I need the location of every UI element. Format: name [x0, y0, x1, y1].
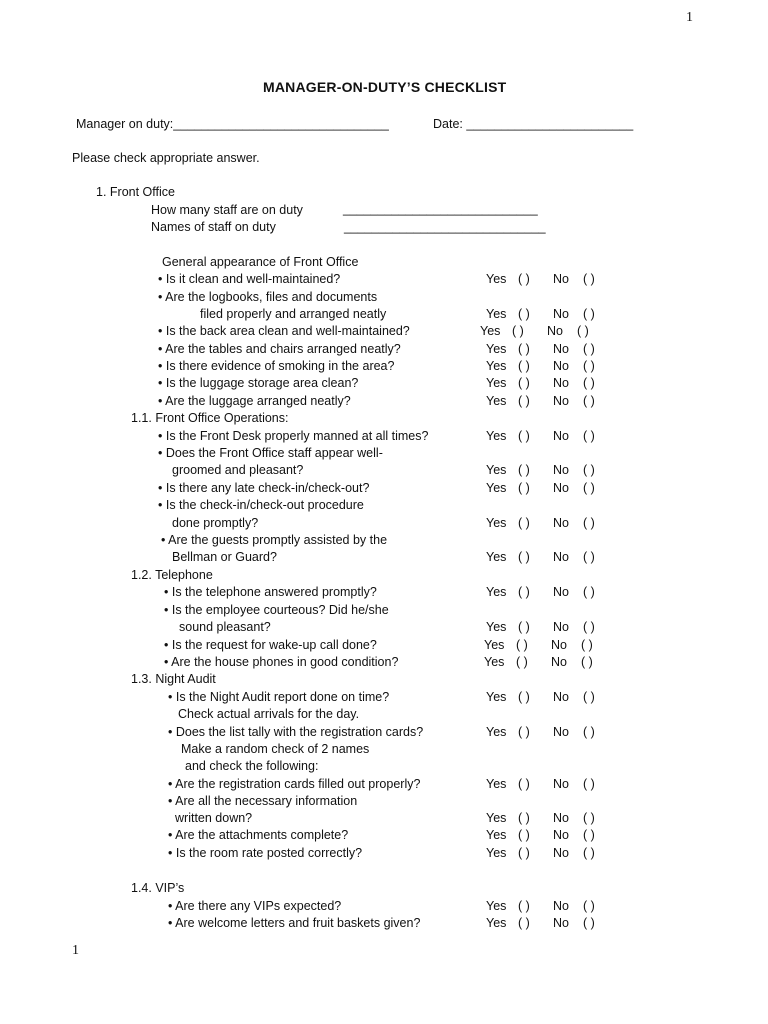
- instruction-text: Please check appropriate answer.: [72, 151, 260, 165]
- yes-checkbox[interactable]: ( ): [518, 585, 530, 599]
- no-label: No: [553, 916, 569, 930]
- question-house-phones: • Are the house phones in good condition?: [164, 655, 399, 669]
- question-staff-appearance: • Does the Front Office staff appear well-: [158, 446, 383, 460]
- yes-checkbox[interactable]: ( ): [518, 429, 530, 443]
- yes-label: Yes: [486, 359, 507, 373]
- general-appearance-heading: General appearance of Front Office: [162, 255, 359, 269]
- no-label: No: [547, 324, 563, 338]
- no-label: No: [553, 846, 569, 860]
- no-checkbox[interactable]: ( ): [583, 307, 595, 321]
- no-label: No: [553, 516, 569, 530]
- yes-no-options: [486, 394, 611, 408]
- section-vips: 1.4. VIP’s: [131, 881, 185, 895]
- question-luggage-storage: • Is the luggage storage area clean?: [158, 376, 359, 390]
- yes-label: Yes: [486, 725, 507, 739]
- question-smoking: • Is there evidence of smoking in the area?: [158, 359, 395, 373]
- question-necessary-information-cont: written down?: [175, 811, 253, 825]
- yes-checkbox[interactable]: ( ): [518, 516, 530, 530]
- yes-label: Yes: [486, 811, 507, 825]
- no-checkbox[interactable]: ( ): [583, 463, 595, 477]
- staff-count-blank: ____________________________: [343, 202, 538, 216]
- yes-checkbox[interactable]: ( ): [516, 638, 528, 652]
- yes-checkbox[interactable]: ( ): [518, 777, 530, 791]
- question-clean: • Is it clean and well-maintained?: [158, 272, 341, 286]
- no-checkbox[interactable]: ( ): [583, 846, 595, 860]
- yes-no-options: [486, 481, 611, 495]
- no-label: No: [553, 550, 569, 564]
- yes-no-options: [486, 620, 611, 634]
- yes-no-options: [486, 550, 611, 564]
- yes-label: Yes: [486, 585, 507, 599]
- no-label: No: [553, 342, 569, 356]
- yes-checkbox[interactable]: ( ): [516, 655, 528, 669]
- yes-no-options: [486, 429, 611, 443]
- yes-label: Yes: [486, 394, 507, 408]
- yes-label: Yes: [486, 516, 507, 530]
- section-telephone: 1.2. Telephone: [131, 568, 213, 582]
- no-label: No: [553, 359, 569, 373]
- no-checkbox[interactable]: ( ): [583, 777, 595, 791]
- yes-label: Yes: [486, 620, 507, 634]
- yes-no-options: [486, 846, 611, 860]
- yes-label: Yes: [486, 777, 507, 791]
- question-attachments: • Are the attachments complete?: [168, 828, 349, 842]
- page-number-top: 1: [686, 10, 693, 25]
- no-checkbox[interactable]: ( ): [583, 828, 595, 842]
- yes-label: Yes: [486, 272, 507, 286]
- no-label: No: [551, 638, 567, 652]
- yes-no-options: [486, 272, 611, 286]
- yes-checkbox[interactable]: ( ): [518, 846, 530, 860]
- question-staff-appearance-cont: groomed and pleasant?: [172, 463, 304, 477]
- yes-no-options: [486, 463, 611, 477]
- no-label: No: [553, 828, 569, 842]
- yes-checkbox[interactable]: ( ): [518, 481, 530, 495]
- page-title: MANAGER-ON-DUTY’S CHECKLIST: [263, 79, 507, 95]
- no-checkbox[interactable]: ( ): [583, 550, 595, 564]
- no-checkbox[interactable]: ( ): [583, 342, 595, 356]
- yes-label: Yes: [486, 429, 507, 443]
- no-checkbox[interactable]: ( ): [583, 481, 595, 495]
- yes-label: Yes: [484, 655, 505, 669]
- yes-checkbox[interactable]: ( ): [518, 828, 530, 842]
- yes-label: Yes: [486, 550, 507, 564]
- yes-checkbox[interactable]: ( ): [518, 550, 530, 564]
- no-checkbox[interactable]: ( ): [583, 899, 595, 913]
- no-label: No: [553, 811, 569, 825]
- yes-checkbox[interactable]: ( ): [518, 394, 530, 408]
- yes-no-options: [480, 324, 605, 338]
- question-registration-cards: • Are the registration cards filled out properly?: [168, 777, 421, 791]
- yes-checkbox[interactable]: ( ): [518, 342, 530, 356]
- no-label: No: [553, 620, 569, 634]
- no-checkbox[interactable]: ( ): [583, 690, 595, 704]
- no-checkbox[interactable]: ( ): [583, 585, 595, 599]
- question-logbooks: • Are the logbooks, files and documents: [158, 290, 378, 304]
- staff-names-blank: _____________________________: [344, 220, 546, 234]
- manager-on-duty-field: Manager on duty:_______________________________: [76, 117, 389, 131]
- yes-checkbox[interactable]: ( ): [518, 620, 530, 634]
- yes-label: Yes: [486, 899, 507, 913]
- no-label: No: [553, 272, 569, 286]
- yes-label: Yes: [486, 463, 507, 477]
- question-checkin-procedure: • Is the check-in/check-out procedure: [158, 498, 364, 512]
- no-checkbox[interactable]: ( ): [583, 916, 595, 930]
- no-checkbox[interactable]: ( ): [583, 429, 595, 443]
- no-label: No: [553, 899, 569, 913]
- no-checkbox[interactable]: ( ): [583, 620, 595, 634]
- section-front-office-operations: 1.1. Front Office Operations:: [131, 411, 289, 425]
- yes-checkbox[interactable]: ( ): [518, 725, 530, 739]
- yes-no-options: [486, 342, 611, 356]
- yes-label: Yes: [486, 376, 507, 390]
- yes-checkbox[interactable]: ( ): [518, 899, 530, 913]
- no-label: No: [553, 725, 569, 739]
- yes-no-options: [484, 655, 609, 669]
- question-night-audit-report: • Is the Night Audit report done on time?: [168, 690, 390, 704]
- note-random-check: Make a random check of 2 names: [181, 742, 370, 756]
- yes-checkbox[interactable]: ( ): [518, 811, 530, 825]
- yes-no-options: [486, 725, 611, 739]
- staff-names-label: Names of staff on duty: [151, 220, 276, 234]
- no-checkbox[interactable]: ( ): [577, 324, 589, 338]
- no-label: No: [553, 585, 569, 599]
- no-checkbox[interactable]: ( ): [583, 376, 595, 390]
- question-checkin-procedure-cont: done promptly?: [172, 516, 259, 530]
- yes-no-options: [486, 516, 611, 530]
- question-guests-assisted-cont: Bellman or Guard?: [172, 550, 277, 564]
- no-label: No: [553, 307, 569, 321]
- yes-checkbox[interactable]: ( ): [518, 463, 530, 477]
- yes-label: Yes: [480, 324, 501, 338]
- yes-no-options: [486, 359, 611, 373]
- yes-checkbox[interactable]: ( ): [518, 272, 530, 286]
- yes-label: Yes: [486, 307, 507, 321]
- yes-checkbox[interactable]: ( ): [518, 359, 530, 373]
- yes-checkbox[interactable]: ( ): [518, 376, 530, 390]
- section-night-audit: 1.3. Night Audit: [131, 672, 216, 686]
- question-late-checkin: • Is there any late check-in/check-out?: [158, 481, 370, 495]
- question-employee-courteous: • Is the employee courteous? Did he/she: [164, 603, 389, 617]
- no-checkbox[interactable]: ( ): [581, 655, 593, 669]
- yes-checkbox[interactable]: ( ): [518, 916, 530, 930]
- yes-label: Yes: [484, 638, 505, 652]
- yes-checkbox[interactable]: ( ): [518, 307, 530, 321]
- note-check-following: and check the following:: [185, 759, 319, 773]
- yes-no-options: [486, 585, 611, 599]
- no-label: No: [551, 655, 567, 669]
- yes-no-options: [486, 376, 611, 390]
- yes-label: Yes: [486, 916, 507, 930]
- no-label: No: [553, 690, 569, 704]
- yes-label: Yes: [486, 481, 507, 495]
- question-luggage-arranged: • Are the luggage arranged neatly?: [158, 394, 351, 408]
- no-label: No: [553, 463, 569, 477]
- no-checkbox[interactable]: ( ): [583, 516, 595, 530]
- no-checkbox[interactable]: ( ): [583, 811, 595, 825]
- no-checkbox[interactable]: ( ): [583, 359, 595, 373]
- question-room-rate: • Is the room rate posted correctly?: [168, 846, 363, 860]
- date-field: Date: ________________________: [433, 117, 634, 131]
- question-list-tally: • Does the list tally with the registration cards?: [168, 725, 424, 739]
- yes-no-options: [486, 777, 611, 791]
- question-employee-courteous-cont: sound pleasant?: [179, 620, 271, 634]
- yes-label: Yes: [486, 846, 507, 860]
- yes-checkbox[interactable]: ( ): [512, 324, 524, 338]
- question-back-area: • Is the back area clean and well-maintained?: [158, 324, 410, 338]
- no-checkbox[interactable]: ( ): [583, 394, 595, 408]
- no-checkbox[interactable]: ( ): [581, 638, 593, 652]
- question-guests-assisted: • Are the guests promptly assisted by the: [161, 533, 388, 547]
- yes-label: Yes: [486, 690, 507, 704]
- question-welcome-letters: • Are welcome letters and fruit baskets given?: [168, 916, 421, 930]
- no-label: No: [553, 376, 569, 390]
- section-front-office: 1. Front Office: [96, 185, 175, 199]
- question-tables-chairs: • Are the tables and chairs arranged neatly?: [158, 342, 401, 356]
- no-label: No: [553, 481, 569, 495]
- yes-no-options: [484, 638, 609, 652]
- note-check-arrivals: Check actual arrivals for the day.: [178, 707, 360, 721]
- yes-label: Yes: [486, 828, 507, 842]
- yes-checkbox[interactable]: ( ): [518, 690, 530, 704]
- yes-label: Yes: [486, 342, 507, 356]
- question-logbooks-cont: filed properly and arranged neatly: [200, 307, 387, 321]
- no-label: No: [553, 429, 569, 443]
- staff-count-label: How many staff are on duty: [151, 203, 303, 217]
- no-label: No: [553, 394, 569, 408]
- question-wake-up-call: • Is the request for wake-up call done?: [164, 638, 377, 652]
- yes-no-options: [486, 916, 611, 930]
- question-vips-expected: • Are there any VIPs expected?: [168, 899, 342, 913]
- yes-no-options: [486, 828, 611, 842]
- question-front-desk-manned: • Is the Front Desk properly manned at all times?: [158, 429, 429, 443]
- no-checkbox[interactable]: ( ): [583, 272, 595, 286]
- no-checkbox[interactable]: ( ): [583, 725, 595, 739]
- no-label: No: [553, 777, 569, 791]
- question-necessary-information: • Are all the necessary information: [168, 794, 358, 808]
- yes-no-options: [486, 811, 611, 825]
- yes-no-options: [486, 690, 611, 704]
- page-number-bottom: 1: [72, 943, 79, 958]
- yes-no-options: [486, 899, 611, 913]
- question-telephone-answered: • Is the telephone answered promptly?: [164, 585, 377, 599]
- yes-no-options: [486, 307, 611, 321]
